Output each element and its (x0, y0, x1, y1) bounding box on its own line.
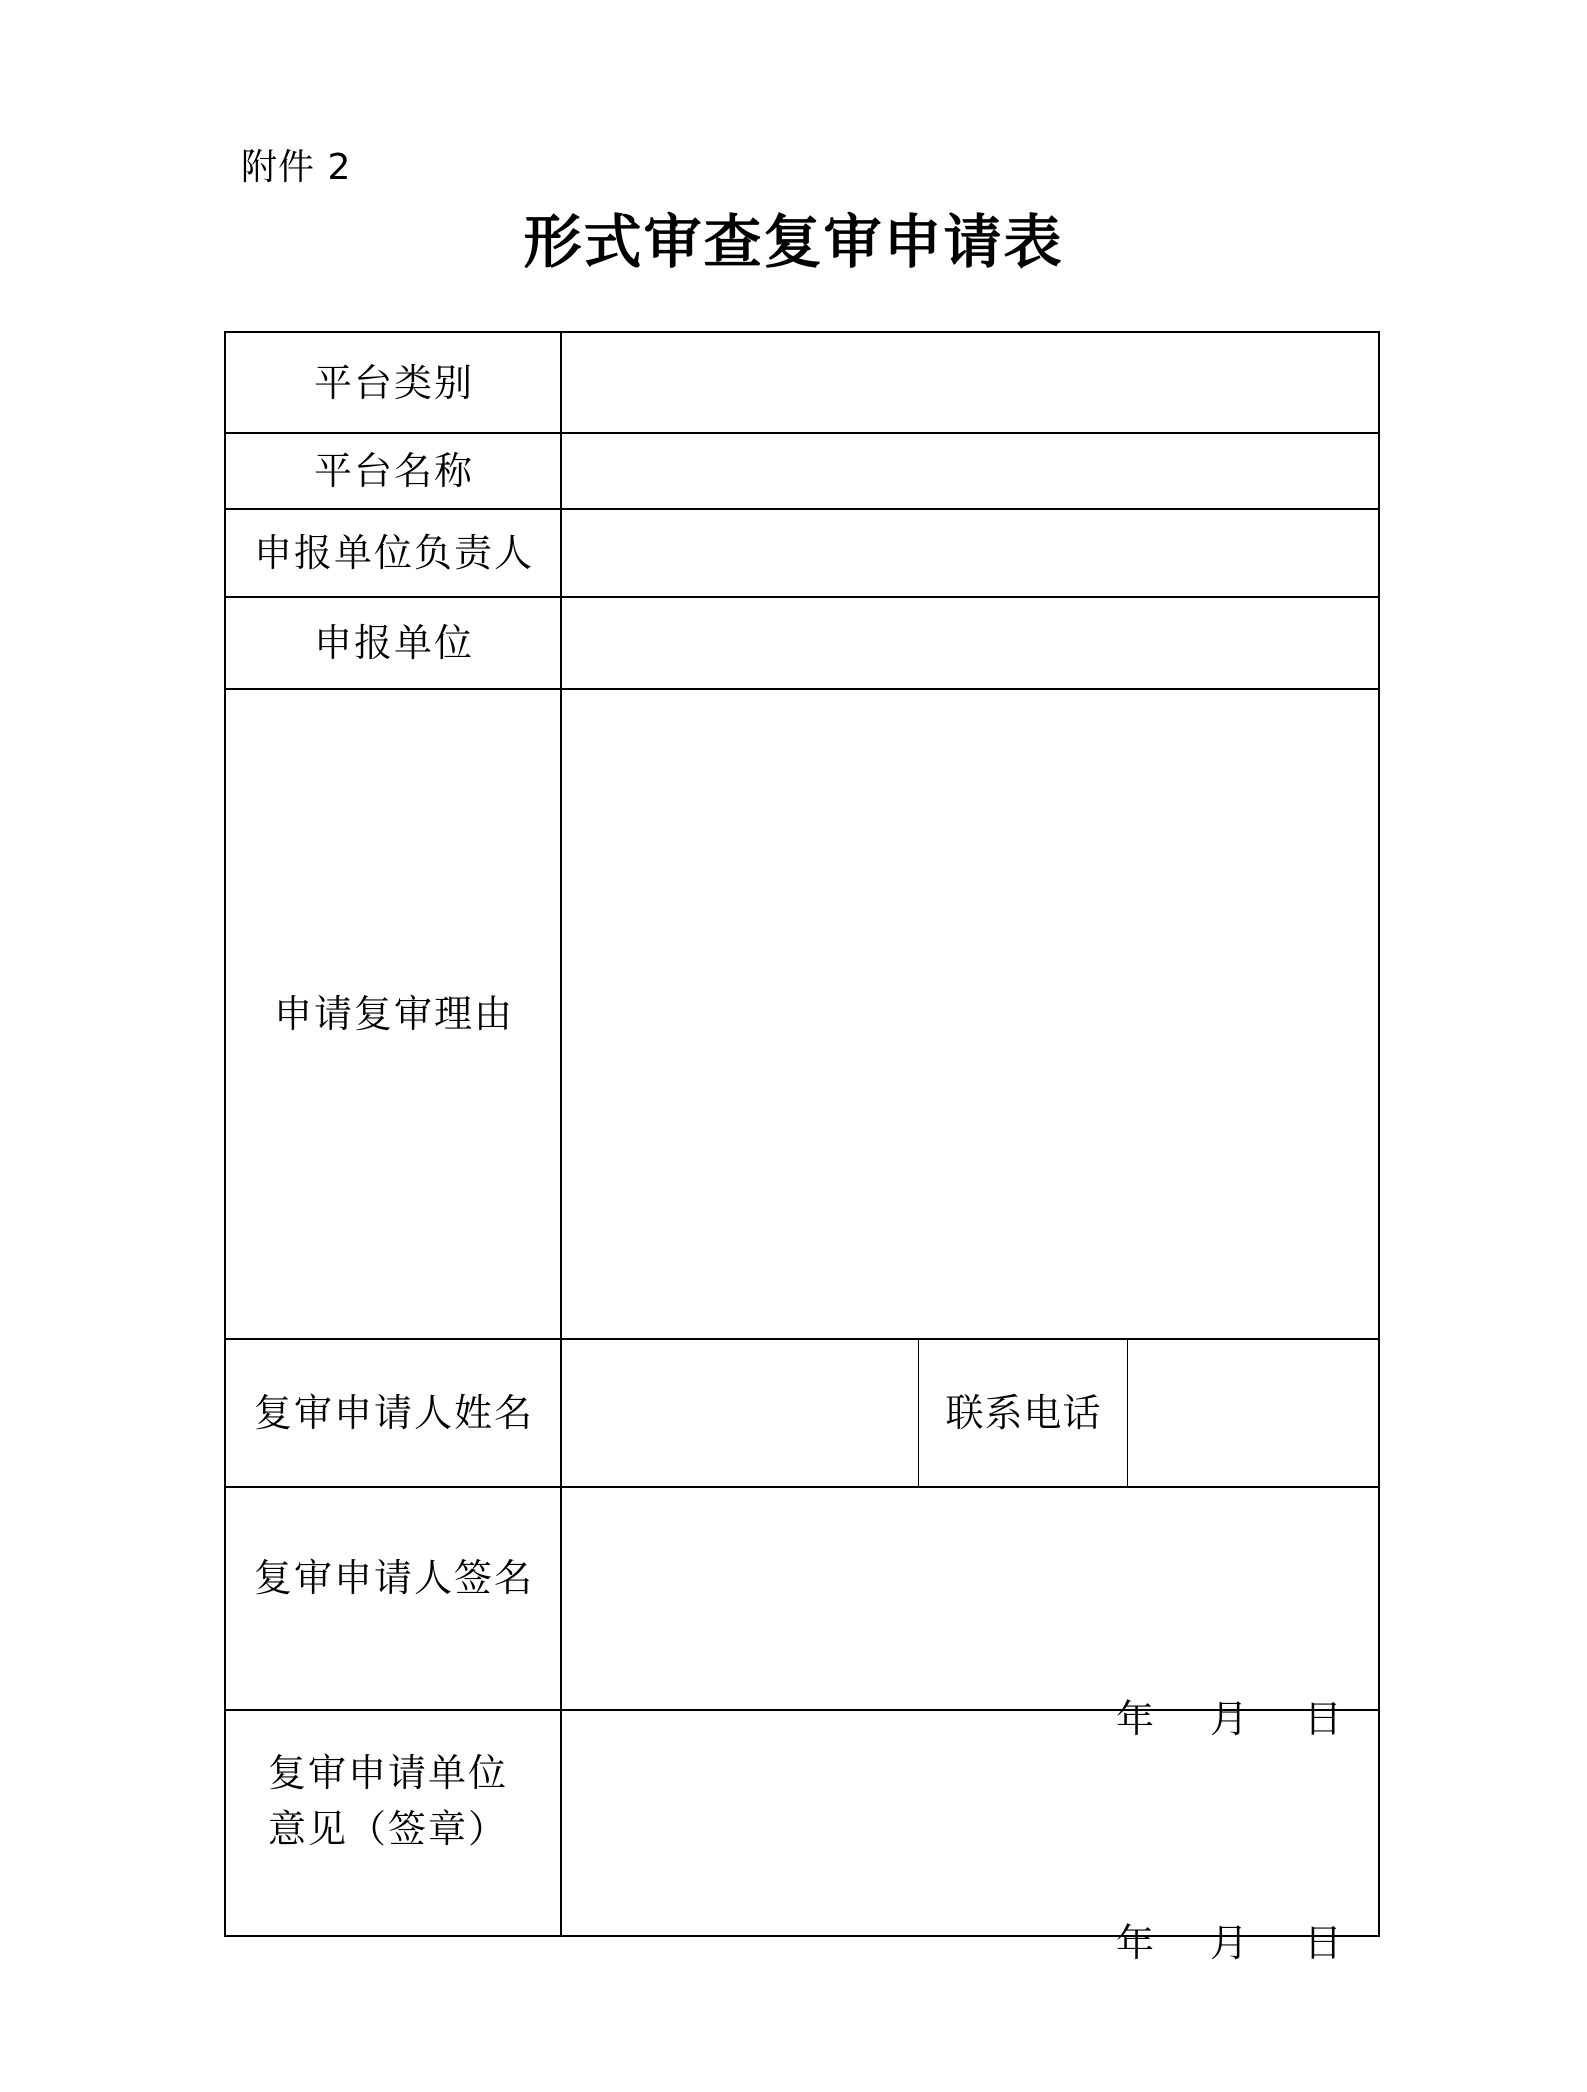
opinion-date (1068, 1877, 1342, 2009)
review-reason-field[interactable] (562, 690, 1378, 1338)
page-title: 形式审查复审申请表 (523, 208, 1064, 276)
platform-name-field[interactable] (562, 434, 1378, 508)
attachment-label: 附件 2 (241, 147, 352, 188)
applicant-name-label: 复审申请人姓名 (253, 1391, 534, 1435)
review-application-form (224, 331, 1380, 1965)
applicant-name-field[interactable] (562, 1340, 918, 1486)
unit-opinion-label-line1: 复审申请单位 (268, 1751, 509, 1795)
unit-opinion-label-line2: 意见（签章） (268, 1807, 509, 1851)
unit-opinion-label (226, 1711, 562, 1891)
platform-category-field[interactable] (562, 333, 1378, 432)
column-divider (1127, 1338, 1128, 1486)
unit-head-field[interactable] (562, 510, 1378, 596)
day-label: 日 (1303, 1921, 1342, 1965)
applying-unit-field[interactable] (562, 598, 1378, 688)
day-label: 日 (1303, 1697, 1342, 1741)
applicant-signature-label: 复审申请人签名 (253, 1556, 534, 1600)
month-label: 月 (1209, 1921, 1248, 1965)
year-label: 年 (1115, 1921, 1154, 1965)
applying-unit-label: 申报单位 (313, 621, 474, 665)
unit-head-label: 申报单位负责人 (253, 531, 534, 575)
review-reason-label: 申请复审理由 (273, 992, 514, 1036)
contact-phone-label: 联系电话 (945, 1391, 1102, 1435)
platform-category-label: 平台类别 (313, 360, 474, 405)
contact-phone-field[interactable] (1129, 1340, 1378, 1486)
month-label: 月 (1209, 1697, 1248, 1741)
column-divider (918, 1338, 919, 1486)
platform-name-label: 平台名称 (313, 449, 474, 493)
year-label: 年 (1115, 1697, 1154, 1741)
